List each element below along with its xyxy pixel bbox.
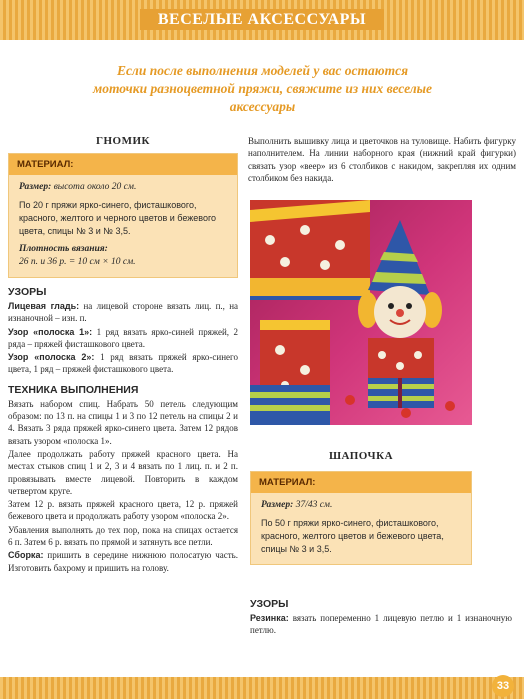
pattern-item: Лицевая гладь: на лицевой стороне вязать лиц. п., на изнаночной – изн. п. <box>8 301 239 324</box>
gnome-material-label: МАТЕРИАЛ: <box>9 154 237 175</box>
pattern-item: Узор «полоска 1»: 1 ряд вязать ярко-синей пряжей, 2 ряда – пряжей фисташкового цвета. <box>8 326 238 349</box>
hat-rib: Резинка: вязать попеременно 1 лицевую петлю и 1 изнаночную петлю. <box>250 613 513 636</box>
hat-patterns <box>250 598 512 637</box>
hat-material-box <box>250 471 472 565</box>
page-number: 33 <box>492 675 514 697</box>
gnome-patterns-title: УЗОРЫ <box>8 286 47 298</box>
technique-paragraph: Вязать набором спиц. Набрать 50 петель следующим образом: по 13 п. на спицы 1 и 3 по 12 петель на спицы 2 и 4. Вязать 3 ряда пряжей ярко-синего цвета. Затем 12 рядов вязать узором «полоска 1». <box>8 398 238 446</box>
gnome-material-box <box>8 153 238 278</box>
hat-section <box>250 450 472 468</box>
gnome-yarn: По 20 г пряжи ярко-синего, фисташкового, красного, желтого и черного цветов и бежевого цвета, спицы № 3 и № 3,5. <box>19 200 217 236</box>
gnome-density: Плотность вязания: 26 п. и 36 р. = 10 см × 10 см. <box>19 244 136 267</box>
technique-paragraph: Далее продолжать работу пряжей красного цвета. На местах стыков спиц 1 и 2, 3 и 4 вязать по 1 лиц. п. и 2 п. провязывать вместе лицевой. Повторить в каждом четвертом круге. <box>8 448 238 496</box>
hat-material-label: МАТЕРИАЛ: <box>251 472 471 493</box>
intro-text: Если после выполнения моделей у вас остаются моточки разноцветной пряжи, свяжите из них веселые аксессуары <box>92 63 433 114</box>
header-title: ВЕСЕЛЫЕ АКСЕССУАРЫ <box>140 9 384 30</box>
left-column <box>8 135 238 575</box>
gnome-patterns <box>8 300 238 376</box>
right-column <box>248 135 516 184</box>
hat-yarn: По 50 г пряжи ярко-синего, фисташкового, красного, желтого цветов и бежевого цвета, спицы № 3 и 3,5. <box>261 518 444 554</box>
hat-size: Размер: 37/43 см. <box>261 500 333 510</box>
assembly-paragraph: Сборка: пришить в середине нижнюю полосатую часть. Изготовить бахрому и пришить на голову. <box>8 550 239 573</box>
hat-title: ШАПОЧКА <box>328 450 394 462</box>
gnome-size: Размер: высота около 20 см. <box>19 182 137 192</box>
technique-paragraph: Убавления выполнять до тех пор, пока на спицах остается 6 п. Затем 6 р. вязать по прямой и затянуть все петли. <box>8 524 238 548</box>
bottom-band <box>0 677 524 699</box>
gnome-title: ГНОМИК <box>95 135 151 147</box>
gnome-continue-text: Выполнить вышивку лица и цветочков на туловище. Набить фигурку наполнителем. На линии наборного края (нижний край фигурки) связать узор «веер» из 6 столбиков с накидом, закрепляя их одним столбиком без накида. <box>248 136 516 183</box>
gnome-technique <box>8 398 238 574</box>
gnome-technique-title: ТЕХНИКА ВЫПОЛНЕНИЯ <box>8 383 139 396</box>
hat-patterns-title: УЗОРЫ <box>250 598 289 610</box>
gnome-hat-photo <box>250 200 472 425</box>
page-header <box>0 6 524 34</box>
technique-paragraph: Затем 12 р. вязать пряжей красного цвета, 12 р. пряжей бежевого цвета и продолжать работу узором «полоска 2». <box>8 499 238 522</box>
photo-illustration <box>250 200 472 425</box>
pattern-item: Узор «полоска 2»: 1 ряд вязать пряжей ярко-синего цвета, 1 ряд – пряжей фисташкового цвета. <box>8 352 238 375</box>
